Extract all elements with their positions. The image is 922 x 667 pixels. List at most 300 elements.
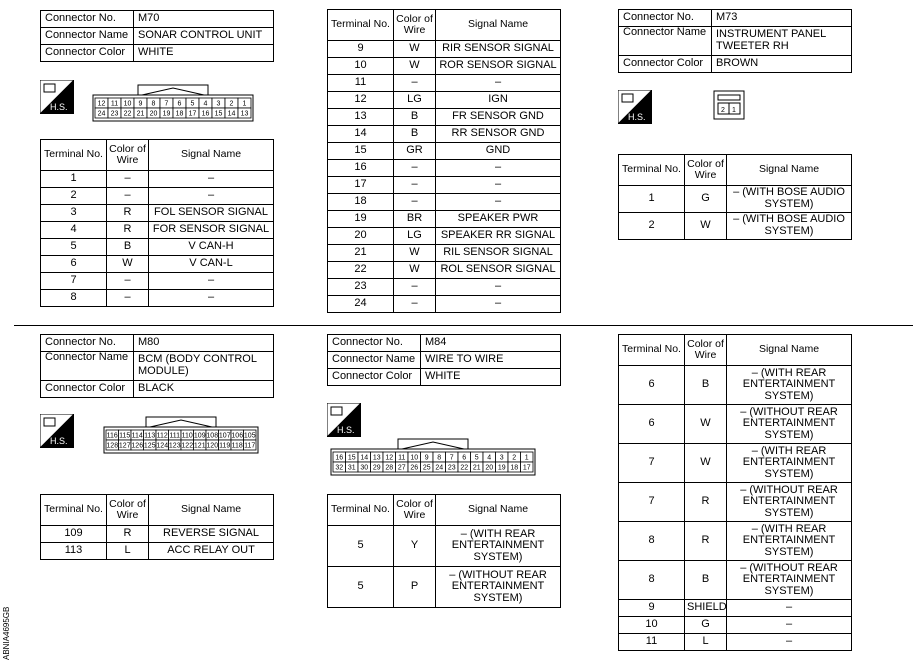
wire-color: R: [107, 205, 149, 222]
wire-color: –: [394, 296, 436, 313]
pin-label: 14: [360, 454, 369, 462]
terminal-number: 6: [619, 366, 685, 405]
wire-color-header: Color of Wire: [394, 10, 436, 41]
terminal-number: 17: [328, 177, 394, 194]
pin-label: 26: [410, 464, 419, 472]
wire-color: W: [394, 41, 436, 58]
wire-color: W: [394, 262, 436, 279]
pin-label: 128: [106, 442, 119, 450]
pin-label: 14: [227, 110, 236, 118]
m84-connector-name: WIRE TO WIRE: [421, 352, 561, 369]
m73-connector-diagram: [713, 90, 745, 123]
wire-color: B: [107, 239, 149, 256]
connector-no-label: Connector No.: [41, 335, 134, 352]
wire-color: B: [394, 126, 436, 143]
pin-label: 8: [151, 100, 156, 108]
wire-color: –: [394, 194, 436, 211]
signal-name: –: [149, 290, 274, 307]
terminal-number: 15: [328, 143, 394, 160]
terminal-number: 4: [41, 222, 107, 239]
m84-connector-color: WHITE: [421, 369, 561, 386]
terminal-number: 22: [328, 262, 394, 279]
table-row: [328, 245, 561, 262]
terminal-no-header: Terminal No.: [619, 335, 685, 366]
pin-label: 105: [243, 432, 256, 440]
table-row: [41, 205, 274, 222]
pin-label: 114: [131, 432, 143, 440]
pin-label: 24: [97, 110, 106, 118]
terminal-number: 14: [328, 126, 394, 143]
wire-color: –: [394, 75, 436, 92]
terminal-number: 5: [41, 239, 107, 256]
pin-label: 8: [437, 454, 442, 462]
connector-no-label: Connector No.: [619, 10, 712, 27]
signal-name: ROL SENSOR SIGNAL: [436, 262, 561, 279]
signal-name-header: Signal Name: [727, 155, 852, 186]
connector-no-label: Connector No.: [328, 335, 421, 352]
table-row: [328, 177, 561, 194]
pin-label: 15: [214, 110, 223, 118]
signal-name: – (WITHOUT REAR ENTERTAINMENT SYSTEM): [727, 405, 852, 444]
wire-color: LG: [394, 92, 436, 109]
wire-color: Y: [394, 526, 436, 567]
wire-color: G: [685, 186, 727, 213]
connector-name-label: Connector Name: [41, 28, 134, 45]
pin-label: 10: [410, 454, 419, 462]
pin-label: 31: [347, 464, 356, 472]
table-row: [328, 143, 561, 160]
pin-label: 110: [181, 432, 193, 440]
pin-label: 2: [721, 107, 725, 114]
signal-name: –: [149, 188, 274, 205]
m70-terminal-table-continued: [327, 9, 561, 313]
terminal-number: 8: [41, 290, 107, 307]
pin-label: 119: [219, 442, 231, 450]
pin-label: 21: [136, 110, 145, 118]
wire-color: –: [394, 177, 436, 194]
table-row: [328, 211, 561, 228]
table-row: [41, 526, 274, 543]
m73-connector-info: [618, 9, 852, 73]
pin-label: 1: [732, 107, 736, 114]
table-row: [619, 366, 852, 405]
table-row: [619, 483, 852, 522]
terminal-number: 18: [328, 194, 394, 211]
pin-label: 2: [512, 454, 517, 462]
pin-label: 32: [335, 464, 344, 472]
signal-name: –: [149, 273, 274, 290]
signal-name: –: [149, 171, 274, 188]
wire-color: B: [685, 366, 727, 405]
wire-color: R: [685, 483, 727, 522]
signal-name-header: Signal Name: [149, 495, 274, 526]
pin-label: 115: [119, 432, 131, 440]
terminal-number: 113: [41, 543, 107, 560]
pin-label: 12: [385, 454, 394, 462]
pin-label: 126: [131, 442, 144, 450]
pin-label: 112: [156, 432, 168, 440]
pin-label: 11: [110, 100, 119, 108]
signal-name: – (WITHOUT REAR ENTERTAINMENT SYSTEM): [436, 567, 561, 608]
pin-label: 124: [156, 442, 169, 450]
wire-color: W: [685, 405, 727, 444]
wire-color-header: Color of Wire: [107, 495, 149, 526]
m80-connector-color: BLACK: [134, 381, 274, 398]
terminal-number: 3: [41, 205, 107, 222]
pin-label: 30: [360, 464, 369, 472]
m73-connector-no: M73: [712, 10, 852, 27]
table-row: [328, 296, 561, 313]
wire-color: –: [107, 188, 149, 205]
signal-name: – (WITH BOSE AUDIO SYSTEM): [727, 213, 852, 240]
wire-color-header: Color of Wire: [107, 140, 149, 171]
table-row: [328, 279, 561, 296]
connector-color-label: Connector Color: [41, 381, 134, 398]
wire-color: G: [685, 617, 727, 634]
signal-name: ACC RELAY OUT: [149, 543, 274, 560]
terminal-number: 109: [41, 526, 107, 543]
pin-label: 6: [177, 100, 182, 108]
terminal-no-header: Terminal No.: [41, 140, 107, 171]
wire-color: –: [394, 279, 436, 296]
pin-label: 23: [110, 110, 119, 118]
pin-label: 4: [487, 454, 492, 462]
wire-color: –: [107, 290, 149, 307]
signal-name: – (WITH BOSE AUDIO SYSTEM): [727, 186, 852, 213]
wire-color: BR: [394, 211, 436, 228]
m80-connector-no: M80: [134, 335, 274, 352]
table-row: [619, 444, 852, 483]
terminal-number: 13: [328, 109, 394, 126]
signal-name: GND: [436, 143, 561, 160]
signal-name-header: Signal Name: [149, 140, 274, 171]
table-row: [41, 222, 274, 239]
wire-color: W: [685, 213, 727, 240]
m73-terminal-table: [618, 154, 852, 240]
pin-label: 20: [149, 110, 158, 118]
pin-label: 123: [168, 442, 181, 450]
table-row: [328, 109, 561, 126]
signal-name: REVERSE SIGNAL: [149, 526, 274, 543]
table-row: [328, 75, 561, 92]
m84-connector-diagram: [330, 434, 536, 483]
pin-label: 12: [97, 100, 106, 108]
pin-label: 13: [240, 110, 249, 118]
terminal-number: 10: [619, 617, 685, 634]
signal-name: ROR SENSOR SIGNAL: [436, 58, 561, 75]
wire-color: R: [107, 222, 149, 239]
wire-color: –: [107, 273, 149, 290]
signal-name: SPEAKER PWR: [436, 211, 561, 228]
table-row: [619, 405, 852, 444]
table-row: [41, 290, 274, 307]
terminal-number: 12: [328, 92, 394, 109]
pin-label: 17: [522, 464, 531, 472]
pin-label: 120: [206, 442, 219, 450]
connector-name-label: Connector Name: [328, 352, 421, 369]
terminal-number: 24: [328, 296, 394, 313]
terminal-number: 11: [328, 75, 394, 92]
signal-name: –: [436, 177, 561, 194]
terminal-number: 8: [619, 561, 685, 600]
pin-label: 3: [216, 100, 221, 108]
pin-label: 1: [242, 100, 247, 108]
pin-label: 29: [372, 464, 381, 472]
pin-label: 111: [169, 432, 181, 440]
connector-no-label: Connector No.: [41, 11, 134, 28]
terminal-number: 5: [328, 526, 394, 567]
pin-label: 21: [472, 464, 481, 472]
m84-connector-info: [327, 334, 561, 386]
wire-color: P: [394, 567, 436, 608]
m70-connector-diagram: [92, 80, 254, 129]
wire-color: –: [107, 171, 149, 188]
wire-color: W: [685, 444, 727, 483]
signal-name: –: [436, 194, 561, 211]
signal-name: FOR SENSOR SIGNAL: [149, 222, 274, 239]
connector-color-label: Connector Color: [41, 45, 134, 62]
hs-badge-icon: [40, 80, 74, 114]
pin-label: 122: [181, 442, 194, 450]
hs-badge-icon: [327, 403, 361, 437]
terminal-number: 7: [41, 273, 107, 290]
wire-color-header: Color of Wire: [685, 155, 727, 186]
terminal-no-header: Terminal No.: [619, 155, 685, 186]
terminal-number: 11: [619, 634, 685, 651]
terminal-no-header: Terminal No.: [41, 495, 107, 526]
table-row: [328, 160, 561, 177]
pin-label: 18: [175, 110, 184, 118]
table-row: [328, 194, 561, 211]
m80-connector-diagram: [103, 414, 259, 461]
pin-label: 127: [118, 442, 131, 450]
wire-color: LG: [394, 228, 436, 245]
terminal-no-header: Terminal No.: [328, 495, 394, 526]
wire-color: W: [394, 58, 436, 75]
signal-name: IGN: [436, 92, 561, 109]
signal-name: – (WITH REAR ENTERTAINMENT SYSTEM): [727, 366, 852, 405]
table-row: [328, 41, 561, 58]
pin-label: 116: [106, 432, 118, 440]
connector-color-label: Connector Color: [328, 369, 421, 386]
m80-connector-name: BCM (BODY CONTROL MODULE): [134, 352, 274, 381]
signal-name: –: [727, 617, 852, 634]
pin-label: 4: [203, 100, 208, 108]
table-row: [328, 526, 561, 567]
terminal-number: 1: [41, 171, 107, 188]
terminal-number: 21: [328, 245, 394, 262]
terminal-number: 6: [41, 256, 107, 273]
signal-name-header: Signal Name: [727, 335, 852, 366]
section-divider: [14, 325, 913, 326]
pin-label: 9: [424, 454, 429, 462]
table-row: [41, 239, 274, 256]
table-row: [619, 600, 852, 617]
signal-name: – (WITH REAR ENTERTAINMENT SYSTEM): [436, 526, 561, 567]
terminal-number: 1: [619, 186, 685, 213]
signal-name: RIL SENSOR SIGNAL: [436, 245, 561, 262]
hs-label: H.S.: [50, 436, 68, 446]
hs-label: H.S.: [337, 425, 355, 435]
pin-label: 27: [397, 464, 406, 472]
pin-label: 6: [462, 454, 467, 462]
wire-color: W: [394, 245, 436, 262]
connector-name-label: Connector Name: [619, 27, 712, 56]
pin-label: 121: [193, 442, 206, 450]
connector-color-label: Connector Color: [619, 56, 712, 73]
signal-name: – (WITH REAR ENTERTAINMENT SYSTEM): [727, 444, 852, 483]
m80-connector-info: [40, 334, 274, 398]
wire-color: L: [107, 543, 149, 560]
hs-badge-icon: [618, 90, 652, 124]
signal-name: – (WITHOUT REAR ENTERTAINMENT SYSTEM): [727, 561, 852, 600]
m84-connector-no: M84: [421, 335, 561, 352]
signal-name-header: Signal Name: [436, 495, 561, 526]
terminal-no-header: Terminal No.: [328, 10, 394, 41]
pin-label: 10: [123, 100, 132, 108]
signal-name: –: [436, 160, 561, 177]
pin-label: 107: [218, 432, 231, 440]
signal-name: FOL SENSOR SIGNAL: [149, 205, 274, 222]
table-row: [41, 273, 274, 290]
pin-label: 22: [123, 110, 132, 118]
table-row: [619, 213, 852, 240]
wire-color: R: [107, 526, 149, 543]
m84-terminal-table: [327, 494, 561, 608]
table-row: [328, 262, 561, 279]
wire-color: SHIELD: [685, 600, 727, 617]
signal-name: RIR SENSOR SIGNAL: [436, 41, 561, 58]
signal-name: –: [727, 634, 852, 651]
pin-label: 9: [138, 100, 143, 108]
terminal-number: 19: [328, 211, 394, 228]
signal-name: –: [436, 279, 561, 296]
signal-name: –: [436, 296, 561, 313]
pin-label: 1: [524, 454, 529, 462]
pin-label: 7: [449, 454, 454, 462]
pin-label: 20: [485, 464, 494, 472]
terminal-number: 9: [619, 600, 685, 617]
table-row: [41, 171, 274, 188]
table-row: [41, 543, 274, 560]
pin-label: 106: [231, 432, 244, 440]
m70-connector-color: WHITE: [134, 45, 274, 62]
m73-connector-name: INSTRUMENT PANEL TWEETER RH: [712, 27, 852, 56]
signal-name-header: Signal Name: [436, 10, 561, 41]
signal-name: RR SENSOR GND: [436, 126, 561, 143]
table-row: [328, 126, 561, 143]
wire-color: GR: [394, 143, 436, 160]
pin-label: 18: [510, 464, 519, 472]
terminal-number: 2: [619, 213, 685, 240]
terminal-number: 20: [328, 228, 394, 245]
terminal-number: 10: [328, 58, 394, 75]
m84-terminal-table-continued: [618, 334, 852, 651]
m70-connector-info: [40, 10, 274, 62]
pin-label: 109: [193, 432, 206, 440]
pin-label: 16: [201, 110, 210, 118]
wire-color: W: [107, 256, 149, 273]
pin-label: 16: [335, 454, 344, 462]
table-row: [619, 186, 852, 213]
table-row: [328, 92, 561, 109]
table-row: [328, 567, 561, 608]
terminal-number: 7: [619, 444, 685, 483]
pin-label: 15: [347, 454, 356, 462]
m70-terminal-table: [40, 139, 274, 307]
pin-label: 28: [385, 464, 394, 472]
pin-label: 3: [499, 454, 504, 462]
terminal-number: 5: [328, 567, 394, 608]
signal-name: – (WITHOUT REAR ENTERTAINMENT SYSTEM): [727, 483, 852, 522]
signal-name: –: [727, 600, 852, 617]
wire-color-header: Color of Wire: [685, 335, 727, 366]
table-row: [328, 58, 561, 75]
terminal-number: 23: [328, 279, 394, 296]
wire-color: B: [685, 561, 727, 600]
connector-name-label: Connector Name: [41, 352, 134, 381]
wire-color-header: Color of Wire: [394, 495, 436, 526]
hs-label: H.S.: [50, 102, 68, 112]
wire-color: R: [685, 522, 727, 561]
signal-name: –: [436, 75, 561, 92]
pin-label: 125: [143, 442, 156, 450]
table-row: [619, 522, 852, 561]
pin-label: 7: [164, 100, 169, 108]
terminal-number: 16: [328, 160, 394, 177]
table-row: [619, 617, 852, 634]
figure-id: ABNIA4695GB: [2, 606, 11, 660]
table-row: [41, 256, 274, 273]
terminal-number: 2: [41, 188, 107, 205]
pin-label: 5: [474, 454, 479, 462]
pin-label: 2: [229, 100, 234, 108]
pin-label: 117: [244, 442, 256, 450]
wire-color: –: [394, 160, 436, 177]
pin-label: 17: [188, 110, 197, 118]
signal-name: SPEAKER RR SIGNAL: [436, 228, 561, 245]
signal-name: FR SENSOR GND: [436, 109, 561, 126]
signal-name: V CAN-L: [149, 256, 274, 273]
table-row: [619, 634, 852, 651]
m80-terminal-table: [40, 494, 274, 560]
pin-label: 23: [447, 464, 456, 472]
pin-label: 24: [435, 464, 444, 472]
pin-label: 19: [162, 110, 171, 118]
pin-label: 113: [144, 432, 156, 440]
wire-color: B: [394, 109, 436, 126]
terminal-number: 9: [328, 41, 394, 58]
hs-label: H.S.: [628, 112, 646, 122]
pin-label: 25: [422, 464, 431, 472]
pin-label: 118: [231, 442, 243, 450]
terminal-number: 6: [619, 405, 685, 444]
terminal-number: 8: [619, 522, 685, 561]
pin-label: 11: [398, 454, 406, 462]
wire-color: L: [685, 634, 727, 651]
pin-label: 19: [497, 464, 506, 472]
table-row: [328, 228, 561, 245]
pin-label: 13: [372, 454, 381, 462]
m70-connector-name: SONAR CONTROL UNIT: [134, 28, 274, 45]
terminal-number: 7: [619, 483, 685, 522]
m70-connector-no: M70: [134, 11, 274, 28]
m73-connector-color: BROWN: [712, 56, 852, 73]
signal-name: V CAN-H: [149, 239, 274, 256]
table-row: [619, 561, 852, 600]
pin-label: 22: [460, 464, 469, 472]
pin-label: 5: [190, 100, 195, 108]
